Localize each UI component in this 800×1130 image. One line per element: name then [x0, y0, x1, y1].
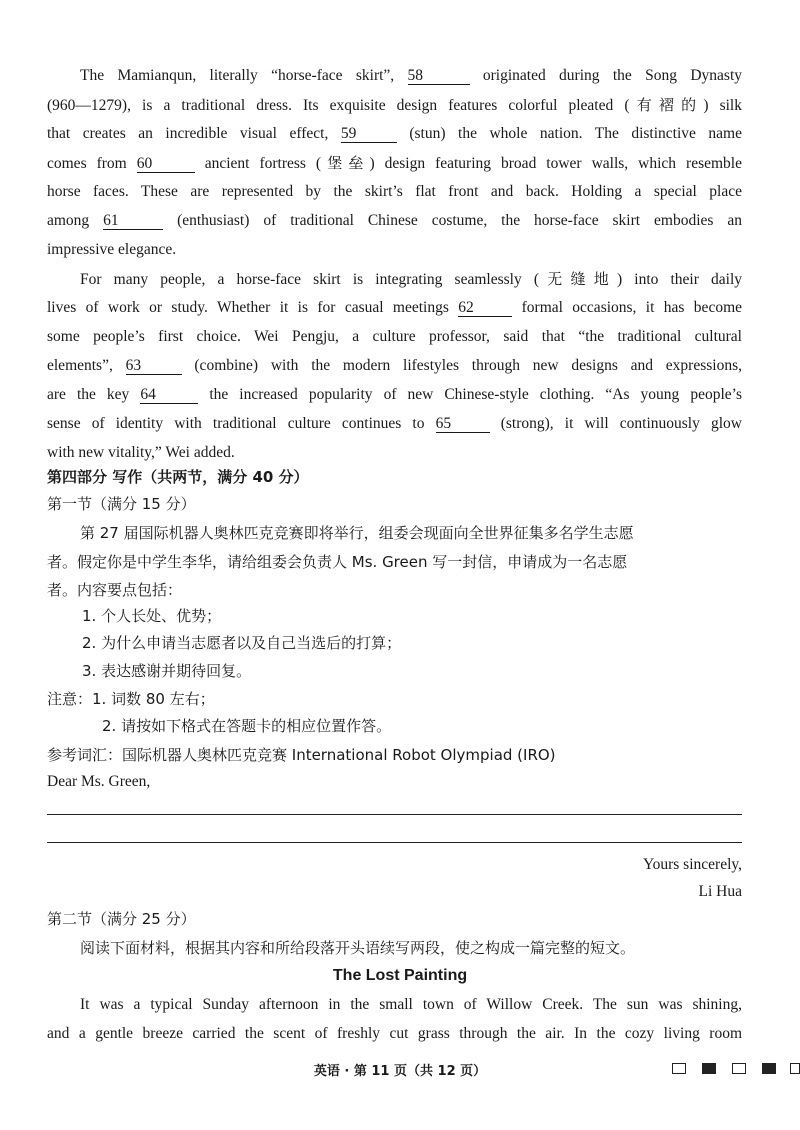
hollow-square-mark [672, 1063, 686, 1074]
note-item: 注意：1. 词数 80 左右； [47, 690, 215, 708]
passage-line: with new vitality,” Wei added. [47, 444, 235, 461]
blank-65[interactable]: 65 [436, 415, 490, 433]
passage-line: sense of identity with traditional culture continues to 65 (strong), it will continuously glow [47, 415, 742, 432]
solid-square-mark [702, 1063, 716, 1074]
passage-line: are the key 64 the increased popularity of new Chinese-style clothing. “As young people’s [47, 386, 742, 403]
writing-line[interactable] [47, 842, 742, 843]
prompt-text: 者。假定你是中学生李华，请给组委会负责人 Ms. Green 写一封信，申请成为一名志愿 [47, 553, 628, 571]
prompt-text: 者。内容要点包括： [47, 581, 183, 599]
story-line: It was a typical Sunday afternoon in the small town of Willow Creek. The sun was shining, [80, 996, 742, 1013]
hollow-square-mark [790, 1063, 800, 1074]
story-title: The Lost Painting [332, 967, 468, 984]
section2-instruction: 阅读下面材料，根据其内容和所给段落开头语续写两段，使之构成一篇完整的短文。 [80, 939, 636, 957]
point-item: 2. 为什么申请当志愿者以及自己当选后的打算； [82, 634, 402, 652]
blank-60[interactable]: 60 [137, 155, 195, 173]
part-heading: 第四部分 写作（共两节，满分 40 分） [47, 468, 309, 486]
section2-heading: 第二节（满分 25 分） [47, 910, 196, 928]
passage-line: comes from 60 ancient fortress (堡垒) design featuring broad tower walls, which resemble [47, 154, 742, 172]
section1-heading: 第一节（满分 15 分） [47, 495, 196, 513]
point-item: 1. 个人长处、优势； [82, 607, 222, 625]
blank-58[interactable]: 58 [408, 67, 470, 85]
blank-62[interactable]: 62 [458, 299, 512, 317]
page-footer: 英语 · 第 11 页（共 12 页） [313, 1064, 487, 1079]
letter-signature: Li Hua [698, 883, 742, 900]
passage-line: among 61 (enthusiast) of traditional Chinese costume, the horse-face skirt embodies an [47, 212, 743, 229]
vocab-line: 参考词汇：国际机器人奥林匹克竞赛 International Robot Olympiad (IRO) [47, 746, 556, 764]
passage-line: impressive elegance. [47, 241, 177, 258]
letter-closing: Yours sincerely, [642, 856, 742, 873]
passage-line: elements”, 63 (combine) with the modern lifestyles through new designs and expressions, [47, 357, 742, 374]
letter-greeting: Dear Ms. Green, [47, 773, 151, 790]
story-line: and a gentle breeze carried the scent of freshly cut grass through the air. In the cozy living room [47, 1025, 742, 1042]
blank-64[interactable]: 64 [140, 386, 198, 404]
solid-square-mark [762, 1063, 776, 1074]
passage-line: (960—1279), is a traditional dress. Its exquisite design features colorful pleated (有褶的) silk [47, 96, 742, 114]
passage-line: some people’s first choice. Wei Pengju, a culture professor, said that “the traditional cultural [47, 328, 742, 345]
prompt-text: 第 27 届国际机器人奥林匹克竞赛即将举行，组委会现面向全世界征集多名学生志愿 [80, 524, 634, 542]
passage-line: For many people, a horse-face skirt is integrating seamlessly (无缝地) into their daily [80, 270, 743, 288]
hollow-square-mark [732, 1063, 746, 1074]
passage-line: horse faces. These are represented by the skirt’s flat front and back. Holding a special place [47, 183, 742, 200]
passage-line: lives of work or study. Whether it is for casual meetings 62 formal occasions, it has become [47, 299, 743, 316]
writing-line[interactable] [47, 814, 742, 815]
note-item: 2. 请按如下格式在答题卡的相应位置作答。 [102, 717, 392, 735]
point-item: 3. 表达感谢并期待回复。 [82, 662, 252, 680]
blank-63[interactable]: 63 [126, 357, 182, 375]
passage-line: that creates an incredible visual effect, 59 (stun) the whole nation. The distinctive name [47, 125, 742, 142]
blank-59[interactable]: 59 [341, 125, 397, 143]
passage-line: The Mamianqun, literally “horse-face skirt”, 58 originated during the Song Dynasty [80, 67, 742, 84]
blank-61[interactable]: 61 [103, 212, 163, 230]
